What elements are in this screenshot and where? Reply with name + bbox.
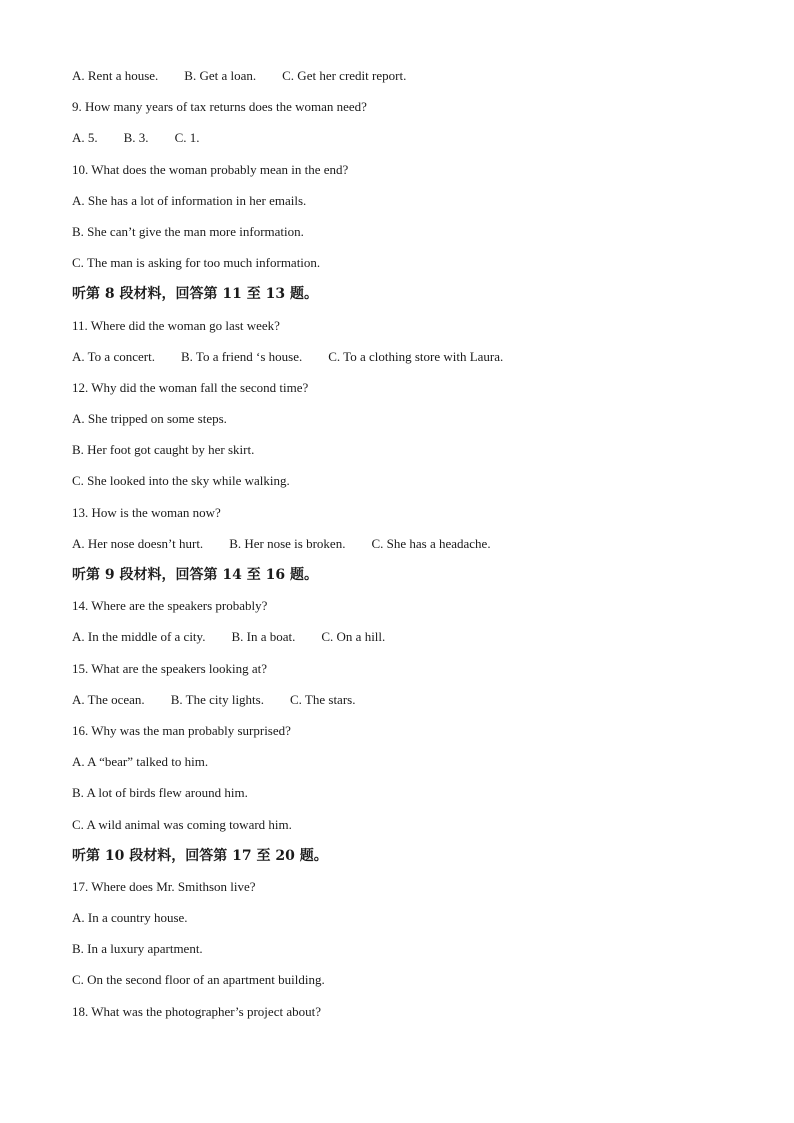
q9-option-a: A. 5. bbox=[72, 130, 98, 146]
q15-question: 15. What are the speakers looking at? bbox=[72, 660, 268, 676]
q14-option-c: C. On a hill. bbox=[321, 629, 386, 645]
exam-page bbox=[72, 66, 752, 1033]
q9-option-c: C. 1. bbox=[174, 130, 200, 146]
q17-question: 17. Where does Mr. Smithson live? bbox=[72, 878, 256, 894]
q10-option-a: A. She has a lot of information in her emails. bbox=[72, 192, 307, 208]
q12-option-a: A. She tripped on some steps. bbox=[72, 411, 227, 427]
section-10-heading: 听第 10 段材料，回答第 17 至 20 题。 bbox=[72, 847, 328, 864]
q11-question: 11. Where did the woman go last week? bbox=[72, 317, 280, 333]
q17-option-c: C. On the second floor of an apartment building. bbox=[72, 972, 325, 988]
q16-option-a: A. A “bear” talked to him. bbox=[72, 754, 209, 770]
q13-option-c: C. She has a headache. bbox=[371, 535, 491, 551]
q8-option-a: A. Rent a house. bbox=[72, 68, 159, 83]
section-9-heading: 听第 9 段材料，回答第 14 至 16 题。 bbox=[72, 567, 318, 583]
q13-option-b: B. Her nose is broken. bbox=[229, 535, 346, 551]
q11-options-row bbox=[72, 347, 752, 378]
q9-option-b: B. 3. bbox=[123, 130, 149, 146]
q8-option-b: B. Get a loan. bbox=[184, 68, 257, 83]
q17-option-b: B. In a luxury apartment. bbox=[72, 941, 203, 957]
section-8-heading: 听第 8 段材料，回答第 11 至 13 题。 bbox=[72, 286, 318, 303]
q8-options-row bbox=[72, 66, 752, 97]
q15-option-c: C. The stars. bbox=[289, 691, 356, 707]
q15-option-a: A. The ocean. bbox=[72, 691, 145, 707]
q15-options-row bbox=[72, 690, 752, 721]
q15-option-b: B. The city lights. bbox=[170, 691, 264, 707]
q14-option-b: B. In a boat. bbox=[231, 629, 296, 645]
q8-option-c: C. Get her credit report. bbox=[282, 68, 407, 83]
q10-option-b: B. She can’t give the man more information. bbox=[72, 223, 304, 239]
q12-question: 12. Why did the woman fall the second time? bbox=[72, 379, 309, 395]
q14-option-a: A. In the middle of a city. bbox=[72, 629, 206, 645]
q11-option-a: A. To a concert. bbox=[72, 348, 155, 364]
q13-options-row bbox=[72, 534, 752, 565]
q17-option-a: A. In a country house. bbox=[72, 910, 188, 926]
q14-question: 14. Where are the speakers probably? bbox=[72, 598, 268, 614]
q13-option-a: A. Her nose doesn’t hurt. bbox=[72, 535, 204, 551]
q13-question: 13. How is the woman now? bbox=[72, 504, 221, 520]
q12-option-c: C. She looked into the sky while walking. bbox=[72, 473, 290, 489]
q10-option-c: C. The man is asking for too much information. bbox=[72, 255, 321, 271]
q16-option-c: C. A wild animal was coming toward him. bbox=[72, 816, 292, 832]
q16-option-b: B. A lot of birds flew around him. bbox=[72, 785, 248, 801]
q9-question: 9. How many years of tax returns does the woman need? bbox=[72, 99, 367, 115]
q11-option-b: B. To a friend ‘s house. bbox=[180, 348, 303, 364]
q10-question: 10. What does the woman probably mean in the end? bbox=[72, 161, 349, 177]
q14-options-row bbox=[72, 627, 752, 658]
q9-options-row bbox=[72, 128, 752, 159]
q11-option-c: C. To a clothing store with Laura. bbox=[328, 348, 504, 364]
q16-question: 16. Why was the man probably surprised? bbox=[72, 722, 291, 738]
q18-question: 18. What was the photographer’s project about? bbox=[72, 1003, 321, 1019]
q12-option-b: B. Her foot got caught by her skirt. bbox=[72, 442, 255, 458]
